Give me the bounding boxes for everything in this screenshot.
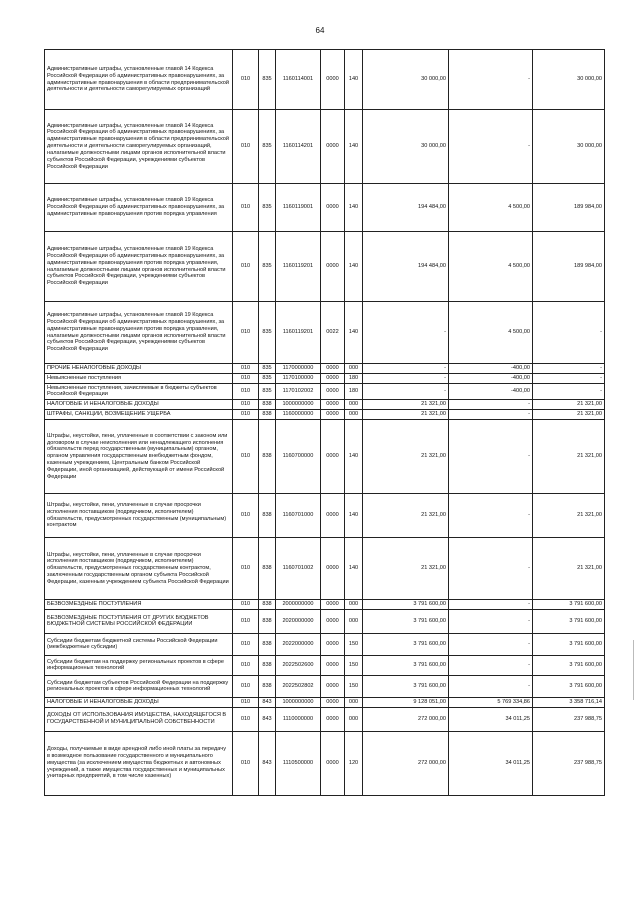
table-row: [45, 364, 605, 374]
row-value-cell: 0000: [321, 538, 345, 600]
row-value-cell: 34 011,25: [449, 707, 533, 731]
row-value-cell: -: [533, 302, 605, 364]
row-value-cell: 3 791 600,00: [363, 609, 449, 633]
row-value-cell: 150: [345, 675, 363, 697]
row-value-cell: 1160701000: [276, 494, 321, 538]
row-value-cell: 0000: [321, 707, 345, 731]
row-value-cell: 835: [259, 232, 276, 302]
row-value-cell: 30 000,00: [533, 50, 605, 110]
row-value-cell: -: [363, 373, 449, 383]
row-value-cell: 180: [345, 373, 363, 383]
row-value-cell: 2000000000: [276, 600, 321, 610]
row-name-cell: Штрафы, неустойки, пени, уплаченные в случае просрочки исполнения поставщиком (подрядчиком, исполнителем) обязательств, предусмотренных государственным (муниципальным) контрактом: [45, 494, 233, 538]
row-value-cell: 000: [345, 609, 363, 633]
row-value-cell: 140: [345, 232, 363, 302]
row-value-cell: 838: [259, 400, 276, 410]
row-value-cell: -: [449, 609, 533, 633]
row-value-cell: 0000: [321, 697, 345, 707]
row-value-cell: 3 791 600,00: [533, 609, 605, 633]
row-value-cell: 2022502802: [276, 675, 321, 697]
row-value-cell: 2022000000: [276, 633, 321, 655]
row-value-cell: 010: [233, 410, 259, 420]
row-value-cell: 237 988,75: [533, 707, 605, 731]
row-name-cell: ПРОЧИЕ НЕНАЛОГОВЫЕ ДОХОДЫ: [45, 364, 233, 374]
row-name-cell: Невыясненные поступления: [45, 373, 233, 383]
row-value-cell: -: [449, 110, 533, 184]
row-value-cell: 010: [233, 383, 259, 400]
row-value-cell: 1000000000: [276, 400, 321, 410]
row-value-cell: 835: [259, 110, 276, 184]
row-name-cell: ДОХОДЫ ОТ ИСПОЛЬЗОВАНИЯ ИМУЩЕСТВА, НАХОДЯЩЕГОСЯ В ГОСУДАРСТВЕННОЙ И МУНИЦИПАЛЬНОЙ СОБСТВЕННОСТИ: [45, 707, 233, 731]
row-value-cell: -: [533, 383, 605, 400]
row-value-cell: 010: [233, 364, 259, 374]
row-value-cell: 0000: [321, 373, 345, 383]
row-value-cell: 838: [259, 655, 276, 675]
row-value-cell: 1160119001: [276, 184, 321, 232]
row-value-cell: 010: [233, 538, 259, 600]
row-value-cell: 1110500000: [276, 731, 321, 795]
table-row: [45, 50, 605, 110]
row-value-cell: 30 000,00: [533, 110, 605, 184]
row-value-cell: 010: [233, 302, 259, 364]
row-value-cell: 838: [259, 633, 276, 655]
row-name-cell: НАЛОГОВЫЕ И НЕНАЛОГОВЫЕ ДОХОДЫ: [45, 400, 233, 410]
row-value-cell: 1170100000: [276, 373, 321, 383]
row-value-cell: 21 321,00: [533, 420, 605, 494]
row-value-cell: 0000: [321, 675, 345, 697]
row-value-cell: 838: [259, 600, 276, 610]
row-value-cell: -: [533, 373, 605, 383]
table-row: [45, 302, 605, 364]
row-value-cell: 0000: [321, 420, 345, 494]
row-value-cell: 3 791 600,00: [533, 675, 605, 697]
row-value-cell: 150: [345, 633, 363, 655]
table-row: [45, 731, 605, 795]
row-name-cell: Субсидии бюджетам бюджетной системы Российской Федерации (межбюджетные субсидии): [45, 633, 233, 655]
row-value-cell: 21 321,00: [363, 420, 449, 494]
row-value-cell: -: [449, 600, 533, 610]
row-value-cell: 000: [345, 707, 363, 731]
row-value-cell: 30 000,00: [363, 110, 449, 184]
row-value-cell: 0000: [321, 410, 345, 420]
row-name-cell: Невыясненные поступления, зачисляемые в бюджеты субъектов Российской Федерации: [45, 383, 233, 400]
row-value-cell: 3 791 600,00: [363, 675, 449, 697]
table-row: [45, 410, 605, 420]
row-value-cell: 835: [259, 184, 276, 232]
row-value-cell: 272 000,00: [363, 731, 449, 795]
row-value-cell: -: [449, 50, 533, 110]
row-value-cell: 4 500,00: [449, 184, 533, 232]
row-value-cell: 21 321,00: [363, 410, 449, 420]
row-value-cell: 5 769 334,86: [449, 697, 533, 707]
table-row: [45, 383, 605, 400]
row-value-cell: -: [363, 364, 449, 374]
row-value-cell: 2020000000: [276, 609, 321, 633]
table-row: [45, 675, 605, 697]
row-value-cell: 835: [259, 50, 276, 110]
row-value-cell: 272 000,00: [363, 707, 449, 731]
row-value-cell: 838: [259, 538, 276, 600]
row-value-cell: 2022502600: [276, 655, 321, 675]
row-value-cell: 21 321,00: [363, 538, 449, 600]
row-value-cell: 0000: [321, 494, 345, 538]
row-value-cell: 010: [233, 373, 259, 383]
row-value-cell: 21 321,00: [533, 410, 605, 420]
row-value-cell: 010: [233, 697, 259, 707]
row-value-cell: 9 128 051,00: [363, 697, 449, 707]
row-value-cell: -: [449, 420, 533, 494]
row-value-cell: -: [449, 410, 533, 420]
row-value-cell: 000: [345, 400, 363, 410]
row-value-cell: 838: [259, 675, 276, 697]
row-value-cell: 0000: [321, 400, 345, 410]
row-value-cell: 010: [233, 420, 259, 494]
row-value-cell: 010: [233, 675, 259, 697]
table-row: [45, 400, 605, 410]
row-value-cell: 0000: [321, 655, 345, 675]
row-value-cell: 843: [259, 731, 276, 795]
row-value-cell: 010: [233, 731, 259, 795]
row-name-cell: Административные штрафы, установленные главой 19 Кодекса Российской Федерации об административных правонарушениях, за административные правонарушения против порядка управления, налагаемые должностными лицами органов исполнительной власти субъектов Российской Федерации, учреждениями субъектов Российской Федерации: [45, 302, 233, 364]
row-name-cell: Доходы, получаемые в виде арендной либо иной платы за передачу в возмездное пользование государственного и муниципального имущества (за исключением имущества бюджетных и автономных учреждений, а также имущества государственных и муниципальных унитарных предприятий, в том числе казенных): [45, 731, 233, 795]
row-value-cell: 010: [233, 232, 259, 302]
row-value-cell: 3 791 600,00: [533, 655, 605, 675]
row-value-cell: 194 484,00: [363, 184, 449, 232]
row-value-cell: 140: [345, 110, 363, 184]
table-body: [45, 50, 605, 796]
scan-artifact: [633, 640, 634, 700]
row-value-cell: -400,00: [449, 383, 533, 400]
row-value-cell: 1160000000: [276, 410, 321, 420]
row-value-cell: 000: [345, 600, 363, 610]
row-name-cell: Административные штрафы, установленные главой 19 Кодекса Российской Федерации об административных правонарушениях, за административные правонарушения против порядка управления: [45, 184, 233, 232]
row-value-cell: 3 791 600,00: [363, 600, 449, 610]
table-row: [45, 420, 605, 494]
table-row: [45, 232, 605, 302]
row-value-cell: 0000: [321, 633, 345, 655]
table-row: [45, 494, 605, 538]
row-name-cell: Административные штрафы, установленные главой 14 Кодекса Российской Федерации об административных правонарушениях, за административные правонарушения в области предпринимательской деятельности и деятельности саморегулируемых организаций: [45, 50, 233, 110]
row-value-cell: 0000: [321, 50, 345, 110]
row-value-cell: 1000000000: [276, 697, 321, 707]
table-row: [45, 609, 605, 633]
row-value-cell: 3 791 600,00: [363, 633, 449, 655]
row-value-cell: 1170000000: [276, 364, 321, 374]
row-value-cell: 237 988,75: [533, 731, 605, 795]
row-name-cell: Административные штрафы, установленные главой 19 Кодекса Российской Федерации об административных правонарушениях, за административные правонарушения против порядка управления, налагаемые должностными лицами органов исполнительной власти субъектов Российской Федерации, учреждениями субъектов Российской Федерации: [45, 232, 233, 302]
row-value-cell: 140: [345, 50, 363, 110]
row-value-cell: 140: [345, 184, 363, 232]
row-name-cell: Субсидии бюджетам на поддержку региональных проектов в сфере информационных технологий: [45, 655, 233, 675]
row-value-cell: 1160119201: [276, 232, 321, 302]
row-name-cell: Штрафы, неустойки, пени, уплаченные в соответствии с законом или договором в случае неисполнения или ненадлежащего исполнения обязательств перед государственным (муниципальным) органом, органом управления государственным внебюджетным фондом, казенным учреждением, Центральным банком Российской Федерации, иной организацией, действующей от имени Российской Федерации: [45, 420, 233, 494]
row-value-cell: 010: [233, 494, 259, 538]
row-value-cell: 010: [233, 400, 259, 410]
row-value-cell: 1160114201: [276, 110, 321, 184]
row-name-cell: БЕЗВОЗМЕЗДНЫЕ ПОСТУПЛЕНИЯ: [45, 600, 233, 610]
row-value-cell: 3 791 600,00: [533, 600, 605, 610]
row-value-cell: 835: [259, 383, 276, 400]
row-value-cell: -: [449, 538, 533, 600]
row-value-cell: -: [449, 633, 533, 655]
table-row: [45, 538, 605, 600]
row-value-cell: 010: [233, 600, 259, 610]
row-value-cell: 1160119201: [276, 302, 321, 364]
row-value-cell: 010: [233, 609, 259, 633]
row-value-cell: 1160701002: [276, 538, 321, 600]
row-value-cell: 000: [345, 410, 363, 420]
row-value-cell: 21 321,00: [533, 538, 605, 600]
row-value-cell: -: [449, 655, 533, 675]
row-value-cell: 1110000000: [276, 707, 321, 731]
row-value-cell: 0000: [321, 364, 345, 374]
row-value-cell: 0000: [321, 609, 345, 633]
table-row: [45, 707, 605, 731]
row-name-cell: НАЛОГОВЫЕ И НЕНАЛОГОВЫЕ ДОХОДЫ: [45, 697, 233, 707]
row-value-cell: 0000: [321, 184, 345, 232]
row-value-cell: -: [363, 302, 449, 364]
row-value-cell: 3 791 600,00: [363, 655, 449, 675]
row-name-cell: Административные штрафы, установленные главой 14 Кодекса Российской Федерации об административных правонарушениях, за административные правонарушения в области предпринимательской деятельности и деятельности саморегулируемых организаций, налагаемые должностными лицами органов исполнительной власти субъектов Российской Федерации, учреждениями субъектов Российской Федерации: [45, 110, 233, 184]
row-value-cell: 000: [345, 697, 363, 707]
row-value-cell: 838: [259, 609, 276, 633]
row-value-cell: 835: [259, 302, 276, 364]
row-value-cell: 21 321,00: [363, 494, 449, 538]
row-name-cell: БЕЗВОЗМЕЗДНЫЕ ПОСТУПЛЕНИЯ ОТ ДРУГИХ БЮДЖЕТОВ БЮДЖЕТНОЙ СИСТЕМЫ РОССИЙСКОЙ ФЕДЕРАЦИИ: [45, 609, 233, 633]
row-value-cell: 21 321,00: [533, 400, 605, 410]
row-value-cell: 34 011,25: [449, 731, 533, 795]
row-value-cell: 3 358 716,14: [533, 697, 605, 707]
row-value-cell: 838: [259, 494, 276, 538]
row-value-cell: 4 500,00: [449, 232, 533, 302]
row-value-cell: -400,00: [449, 364, 533, 374]
row-value-cell: 010: [233, 633, 259, 655]
row-name-cell: Субсидии бюджетам субъектов Российской Федерации на поддержку региональных проектов в сфере информационных технологий: [45, 675, 233, 697]
page-number: 64: [315, 26, 325, 35]
row-value-cell: 140: [345, 302, 363, 364]
table-row: [45, 633, 605, 655]
row-value-cell: 4 500,00: [449, 302, 533, 364]
row-value-cell: 0000: [321, 600, 345, 610]
row-value-cell: 000: [345, 364, 363, 374]
row-value-cell: 21 321,00: [533, 494, 605, 538]
row-value-cell: 838: [259, 410, 276, 420]
row-value-cell: 150: [345, 655, 363, 675]
row-value-cell: 21 321,00: [363, 400, 449, 410]
row-value-cell: 0000: [321, 232, 345, 302]
row-value-cell: 843: [259, 697, 276, 707]
budget-table: [44, 49, 605, 796]
row-value-cell: -: [449, 675, 533, 697]
row-value-cell: 30 000,00: [363, 50, 449, 110]
row-value-cell: 189 984,00: [533, 184, 605, 232]
row-value-cell: 140: [345, 538, 363, 600]
row-value-cell: 010: [233, 110, 259, 184]
row-value-cell: 010: [233, 707, 259, 731]
table-row: [45, 655, 605, 675]
row-value-cell: 010: [233, 655, 259, 675]
table-row: [45, 373, 605, 383]
row-name-cell: ШТРАФЫ, САНКЦИИ, ВОЗМЕЩЕНИЕ УЩЕРБА: [45, 410, 233, 420]
row-value-cell: 120: [345, 731, 363, 795]
row-value-cell: 180: [345, 383, 363, 400]
row-value-cell: 835: [259, 373, 276, 383]
row-value-cell: 835: [259, 364, 276, 374]
row-value-cell: 010: [233, 50, 259, 110]
row-value-cell: 140: [345, 420, 363, 494]
row-value-cell: 1170102002: [276, 383, 321, 400]
row-value-cell: 140: [345, 494, 363, 538]
table-row: [45, 600, 605, 610]
table-row: [45, 184, 605, 232]
table-row: [45, 110, 605, 184]
row-value-cell: 838: [259, 420, 276, 494]
row-value-cell: 0000: [321, 731, 345, 795]
row-value-cell: -400,00: [449, 373, 533, 383]
row-value-cell: 1160114001: [276, 50, 321, 110]
row-value-cell: 194 484,00: [363, 232, 449, 302]
row-value-cell: 843: [259, 707, 276, 731]
table-row: [45, 697, 605, 707]
row-value-cell: 3 791 600,00: [533, 633, 605, 655]
row-name-cell: Штрафы, неустойки, пени, уплаченные в случае просрочки исполнения поставщиком (подрядчиком, исполнителем) обязательств, предусмотренных государственным контрактом, заключенным государственным органом субъекта Российской Федерации, казенным учреждением субъекта Российской Федерации: [45, 538, 233, 600]
row-value-cell: -: [449, 494, 533, 538]
row-value-cell: 0000: [321, 383, 345, 400]
row-value-cell: 1160700000: [276, 420, 321, 494]
row-value-cell: 010: [233, 184, 259, 232]
row-value-cell: 189 984,00: [533, 232, 605, 302]
row-value-cell: -: [363, 383, 449, 400]
row-value-cell: 0000: [321, 110, 345, 184]
row-value-cell: -: [449, 400, 533, 410]
row-value-cell: -: [533, 364, 605, 374]
row-value-cell: 0022: [321, 302, 345, 364]
